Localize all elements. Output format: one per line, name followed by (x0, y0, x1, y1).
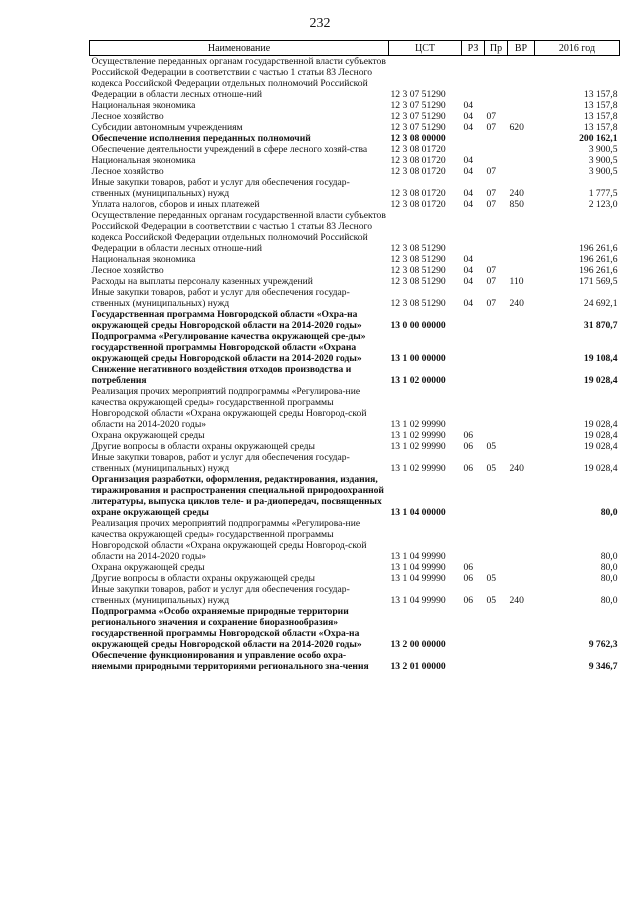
pr-cell: 07 (486, 166, 497, 177)
pr-cell (485, 562, 508, 573)
rz-cell: 06 (463, 430, 474, 441)
table-row (90, 133, 620, 144)
amount-cell: 3 900,5 (588, 144, 618, 155)
pr-cell: 05 (486, 573, 497, 584)
table-row (90, 287, 620, 309)
pr-cell (485, 606, 508, 650)
amount-cell: 80,0 (600, 573, 618, 584)
amount-cell: 80,0 (600, 595, 618, 606)
csr-cell: 13 1 04 99990 (390, 595, 446, 606)
amount-cell: 13 157,8 (583, 100, 618, 111)
header-pr: Пр (485, 41, 508, 56)
vr-cell: 110 (509, 276, 524, 287)
csr-cell: 13 1 00 00000 (390, 353, 446, 364)
csr-cell: 13 0 00 00000 (390, 320, 446, 331)
header-year: 2016 год (535, 41, 620, 56)
table-body (90, 56, 620, 673)
pr-cell: 07 (486, 298, 497, 309)
rz-cell: 04 (463, 100, 474, 111)
name-cell: Охрана окружающей среды (91, 562, 205, 573)
table-row (90, 518, 620, 562)
name-cell: Иные закупки товаров, работ и услуг для обеспечения государ-ственных (муниципальных) нужд (91, 287, 350, 309)
rz-cell: 04 (463, 199, 474, 210)
amount-cell: 3 900,5 (588, 155, 618, 166)
amount-cell: 196 261,6 (579, 243, 618, 254)
name-cell: Иные закупки товаров, работ и услуг для обеспечения государ-ственных (муниципальных) нужд (91, 452, 350, 474)
pr-cell (485, 100, 508, 111)
table-row (90, 452, 620, 474)
table-row (90, 309, 620, 331)
csr-cell: 12 3 08 01720 (390, 155, 446, 166)
amount-cell: 1 777,5 (588, 188, 618, 199)
amount-cell: 19 028,4 (583, 463, 618, 474)
table-row (90, 441, 620, 452)
pr-cell (485, 56, 508, 101)
vr-cell (508, 474, 535, 518)
pr-cell: 05 (486, 441, 497, 452)
vr-cell: 240 (509, 595, 524, 606)
csr-cell: 13 1 04 99990 (390, 562, 446, 573)
vr-cell (508, 441, 535, 452)
table-row (90, 430, 620, 441)
amount-cell: 3 900,5 (588, 166, 618, 177)
table-row (90, 166, 620, 177)
header-rz: РЗ (462, 41, 485, 56)
csr-cell: 13 1 04 99990 (390, 573, 446, 584)
rz-cell: 04 (463, 254, 474, 265)
name-cell: Лесное хозяйство (91, 111, 164, 122)
csr-cell: 12 3 07 51290 (390, 100, 446, 111)
rz-cell: 06 (463, 595, 474, 606)
vr-cell (508, 562, 535, 573)
name-cell: Другие вопросы в области охраны окружающей среды (91, 573, 315, 584)
table-row (90, 386, 620, 430)
csr-cell: 13 1 02 99990 (390, 463, 446, 474)
vr-cell: 240 (509, 188, 524, 199)
rz-cell: 06 (463, 463, 474, 474)
name-cell: Обеспечение деятельности учреждений в сфере лесного хозяй-ства (91, 144, 368, 155)
csr-cell: 13 1 02 00000 (390, 375, 446, 386)
vr-cell (508, 133, 535, 144)
csr-cell: 12 3 07 51290 (390, 111, 446, 122)
rz-cell: 04 (463, 188, 474, 199)
name-cell: Государственная программа Новгородской области «Охра-на окружающей среды Новгородской области на 2014-2020 годы» (91, 309, 362, 331)
rz-cell: 06 (463, 573, 474, 584)
pr-cell: 07 (486, 111, 497, 122)
header-vr: ВР (508, 41, 535, 56)
pr-cell (485, 155, 508, 166)
vr-cell (508, 430, 535, 441)
header-csr: ЦСТ (389, 41, 462, 56)
pr-cell (485, 518, 508, 562)
table-row (90, 100, 620, 111)
amount-cell: 19 028,4 (583, 441, 618, 452)
csr-cell: 12 3 08 51290 (390, 254, 446, 265)
vr-cell (508, 309, 535, 331)
amount-cell: 196 261,6 (579, 265, 618, 276)
amount-cell: 196 261,6 (579, 254, 618, 265)
table-row (90, 276, 620, 287)
amount-cell: 19 028,4 (583, 430, 618, 441)
table-row (90, 606, 620, 650)
pr-cell (485, 254, 508, 265)
rz-cell (462, 364, 485, 386)
amount-cell: 80,0 (600, 551, 618, 562)
table-row (90, 584, 620, 606)
rz-cell (462, 386, 485, 430)
pr-cell (485, 210, 508, 254)
csr-cell: 13 1 02 99990 (390, 441, 446, 452)
csr-cell: 12 3 08 51290 (390, 243, 446, 254)
csr-cell: 12 3 07 51290 (390, 89, 446, 100)
pr-cell (485, 430, 508, 441)
csr-cell: 12 3 08 51290 (390, 298, 446, 309)
pr-cell (485, 650, 508, 672)
vr-cell (508, 100, 535, 111)
name-cell: Реализация прочих мероприятий подпрограммы «Регулирова-ние качества окружающей среды» государственной программы Новгородской области «Охрана окружающей среды Новгород-ской области на 2014-2020 годы» (91, 518, 367, 562)
table-header-row (90, 41, 620, 56)
pr-cell: 07 (486, 122, 497, 133)
amount-cell: 80,0 (600, 562, 618, 573)
table-row (90, 210, 620, 254)
pr-cell: 05 (486, 595, 497, 606)
amount-cell: 24 692,1 (583, 298, 618, 309)
table-row (90, 562, 620, 573)
table-row (90, 265, 620, 276)
table-row (90, 573, 620, 584)
rz-cell: 04 (463, 111, 474, 122)
csr-cell: 12 3 08 01720 (390, 188, 446, 199)
name-cell: Подпрограмма «Особо охраняемые природные территории регионального значения и сохранение биоразнообразия» государственной программы Новгородской области «Охра-на окружающей среды Новгородской области на 2014-2020 годы» (91, 606, 362, 650)
vr-cell (508, 573, 535, 584)
csr-cell: 13 1 02 99990 (390, 419, 446, 430)
rz-cell (462, 56, 485, 101)
name-cell: Обеспечение функционирования и управление особо охра-няемыми природными территориями регионального зна-чения (91, 650, 369, 672)
csr-cell: 13 2 00 00000 (390, 639, 446, 650)
csr-cell: 12 3 08 51290 (390, 276, 446, 287)
rz-cell (462, 144, 485, 155)
vr-cell (508, 144, 535, 155)
amount-cell: 80,0 (600, 507, 618, 518)
name-cell: Организация разработки, оформления, редактирования, издания, тиражирования и распространения специальной природоохранной литературы, выпуска циклов теле- и ра-диопередач, посвященных охране окружающей среды (91, 474, 384, 518)
rz-cell (462, 474, 485, 518)
name-cell: Иные закупки товаров, работ и услуг для обеспечения государ-ственных (муниципальных) нужд (91, 584, 350, 606)
vr-cell (508, 254, 535, 265)
table-row (90, 364, 620, 386)
pr-cell (485, 309, 508, 331)
table-row (90, 56, 620, 101)
vr-cell (508, 364, 535, 386)
name-cell: Уплата налогов, сборов и иных платежей (91, 199, 260, 210)
name-cell: Другие вопросы в области охраны окружающей среды (91, 441, 315, 452)
rz-cell: 04 (463, 155, 474, 166)
rz-cell: 04 (463, 265, 474, 276)
vr-cell (508, 518, 535, 562)
amount-cell: 19 028,4 (583, 419, 618, 430)
pr-cell (485, 133, 508, 144)
pr-cell (485, 474, 508, 518)
rz-cell: 04 (463, 276, 474, 287)
budget-table (89, 40, 620, 672)
rz-cell (462, 606, 485, 650)
name-cell: Расходы на выплаты персоналу казенных учреждений (91, 276, 313, 287)
csr-cell: 12 3 08 01720 (390, 199, 446, 210)
table-row (90, 122, 620, 133)
amount-cell: 19 028,4 (583, 375, 618, 386)
amount-cell: 9 762,3 (588, 639, 618, 650)
amount-cell: 19 108,4 (583, 353, 618, 364)
name-cell: Национальная экономика (91, 155, 196, 166)
table-row (90, 155, 620, 166)
table-row (90, 650, 620, 672)
table-row (90, 474, 620, 518)
name-cell: Лесное хозяйство (91, 265, 164, 276)
amount-cell: 9 346,7 (588, 661, 618, 672)
csr-cell: 12 3 08 00000 (390, 133, 446, 144)
vr-cell (508, 155, 535, 166)
name-cell: Осуществление переданных органам государственной власти субъектов Российской Федерации в соответствии с частью 1 статьи 83 Лесного кодекса Российской Федерации отдельных полномочий Российской Федерации в области лесных отноше-ний (91, 210, 386, 254)
pr-cell (485, 386, 508, 430)
csr-cell: 13 1 04 99990 (390, 551, 446, 562)
amount-cell: 13 157,8 (583, 111, 618, 122)
name-cell: Реализация прочих мероприятий подпрограммы «Регулирова-ние качества окружающей среды» государственной программы Новгородской области «Охрана окружающей среды Новгород-ской области на 2014-2020 годы» (91, 386, 367, 430)
name-cell: Охрана окружающей среды (91, 430, 205, 441)
table-row (90, 144, 620, 155)
csr-cell: 12 3 07 51290 (390, 122, 446, 133)
table-row (90, 177, 620, 199)
rz-cell (462, 309, 485, 331)
vr-cell (508, 386, 535, 430)
csr-cell: 12 3 08 01720 (390, 166, 446, 177)
csr-cell: 13 2 01 00000 (390, 661, 446, 672)
rz-cell: 04 (463, 166, 474, 177)
name-cell: Осуществление переданных органам государственной власти субъектов Российской Федерации в соответствии с частью 1 статьи 83 Лесного кодекса Российской Федерации отдельных полномочий Российской Федерации в области лесных отноше-ний (91, 56, 386, 100)
amount-cell: 13 157,8 (583, 122, 618, 133)
vr-cell: 850 (509, 199, 524, 210)
vr-cell (508, 111, 535, 122)
name-cell: Иные закупки товаров, работ и услуг для обеспечения государ-ственных (муниципальных) нужд (91, 177, 350, 199)
amount-cell: 200 162,1 (579, 133, 618, 144)
amount-cell: 31 870,7 (583, 320, 618, 331)
name-cell: Национальная экономика (91, 100, 196, 111)
amount-cell: 13 157,8 (583, 89, 618, 100)
vr-cell: 240 (509, 463, 524, 474)
vr-cell (508, 606, 535, 650)
pr-cell: 05 (486, 463, 497, 474)
rz-cell (462, 331, 485, 364)
vr-cell (508, 650, 535, 672)
rz-cell: 04 (463, 298, 474, 309)
csr-cell: 13 1 02 99990 (390, 430, 446, 441)
name-cell: Лесное хозяйство (91, 166, 164, 177)
name-cell: Снижение негативного воздействия отходов производства и потребления (91, 364, 352, 386)
vr-cell (508, 331, 535, 364)
amount-cell: 2 123,0 (588, 199, 618, 210)
table-row (90, 331, 620, 364)
rz-cell: 06 (463, 441, 474, 452)
pr-cell (485, 144, 508, 155)
table-row (90, 199, 620, 210)
pr-cell (485, 364, 508, 386)
vr-cell (508, 166, 535, 177)
vr-cell (508, 56, 535, 101)
rz-cell (462, 650, 485, 672)
name-cell: Подпрограмма «Регулирование качества окружающей сре-ды» государственной программы Новгородской области «Охрана окружающей среды Новгородской области на 2014-2020 годы» (91, 331, 366, 364)
header-name: Наименование (90, 41, 389, 56)
pr-cell: 07 (486, 199, 497, 210)
csr-cell: 13 1 04 00000 (390, 507, 446, 518)
pr-cell: 07 (486, 188, 497, 199)
rz-cell: 04 (463, 122, 474, 133)
table-row (90, 111, 620, 122)
name-cell: Субсидии автономным учреждениям (91, 122, 243, 133)
rz-cell (462, 210, 485, 254)
vr-cell: 620 (509, 122, 524, 133)
table-row (90, 254, 620, 265)
pr-cell: 07 (486, 265, 497, 276)
rz-cell: 06 (463, 562, 474, 573)
pr-cell: 07 (486, 276, 497, 287)
amount-cell: 171 569,5 (579, 276, 618, 287)
name-cell: Национальная экономика (91, 254, 196, 265)
csr-cell: 12 3 08 01720 (390, 144, 446, 155)
pr-cell (485, 331, 508, 364)
vr-cell: 240 (509, 298, 524, 309)
page-number: 232 (309, 16, 331, 31)
vr-cell (508, 265, 535, 276)
csr-cell: 12 3 08 51290 (390, 265, 446, 276)
vr-cell (508, 210, 535, 254)
rz-cell (462, 518, 485, 562)
name-cell: Обеспечение исполнения переданных полномочий (91, 133, 311, 144)
rz-cell (462, 133, 485, 144)
